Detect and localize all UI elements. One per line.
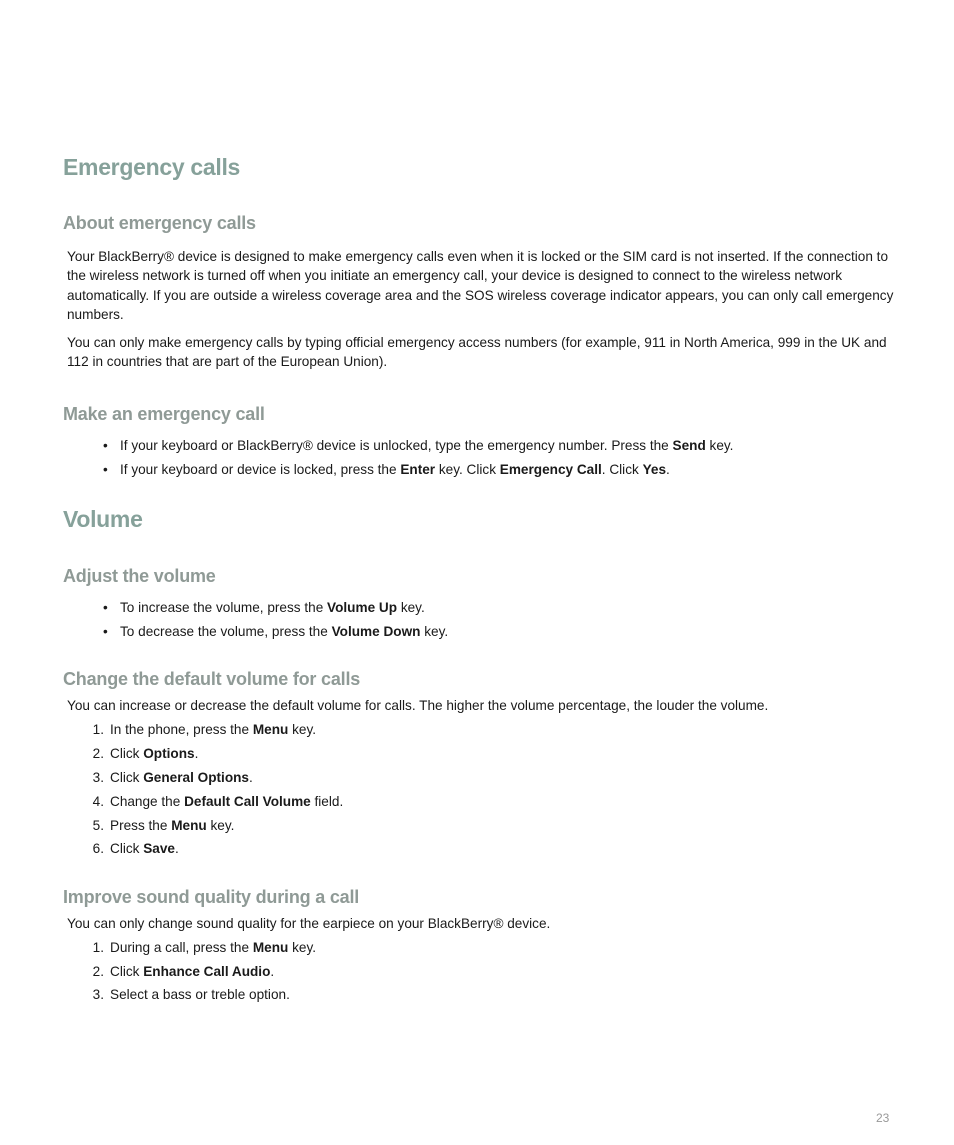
section-title-emergency-calls: Emergency calls — [63, 154, 241, 180]
step-number: 2. — [92, 746, 104, 761]
step-improve-1: During a call, press the Menu key. — [110, 940, 317, 955]
list-item-make-2: If your keyboard or device is locked, press the Enter key. Click Emergency Call. Click Yes. — [120, 462, 670, 477]
bullet-marker: • — [103, 438, 108, 453]
paragraph-improve-intro: You can only change sound quality for the earpiece on your BlackBerry® device. — [67, 916, 551, 931]
step-change-6: Click Save. — [110, 841, 179, 856]
step-number: 1. — [92, 722, 104, 737]
heading-make-emergency-call: Make an emergency call — [63, 404, 265, 424]
list-item-adjust-1: To increase the volume, press the Volume Up key. — [120, 600, 425, 615]
heading-about-emergency-calls: About emergency calls — [63, 213, 256, 233]
step-change-5: Press the Menu key. — [110, 818, 235, 833]
paragraph-about-2: You can only make emergency calls by typing official emergency access numbers (for example, 911 in North America, 999 in the UK and 112 in countries that are part of the European Union). — [67, 335, 887, 370]
page-number: 23 — [876, 1111, 890, 1125]
heading-adjust-volume: Adjust the volume — [63, 566, 216, 586]
list-item-adjust-2: To decrease the volume, press the Volume Down key. — [120, 624, 449, 639]
bullet-marker: • — [103, 462, 108, 477]
step-improve-2: Click Enhance Call Audio. — [110, 964, 275, 979]
heading-change-default-volume: Change the default volume for calls — [63, 669, 361, 689]
step-number: 4. — [92, 794, 104, 809]
step-number: 3. — [92, 987, 104, 1002]
paragraph-change-intro: You can increase or decrease the default volume for calls. The higher the volume percentage, the louder the volume. — [67, 698, 769, 713]
bullet-marker: • — [103, 624, 108, 639]
heading-improve-sound-quality: Improve sound quality during a call — [63, 887, 360, 907]
step-number: 6. — [92, 841, 104, 856]
step-change-1: In the phone, press the Menu key. — [110, 722, 317, 737]
step-number: 3. — [92, 770, 104, 785]
list-item-make-1: If your keyboard or BlackBerry® device is unlocked, type the emergency number. Press the Send key. — [120, 438, 734, 453]
section-title-volume: Volume — [63, 506, 143, 532]
step-change-4: Change the Default Call Volume field. — [110, 794, 344, 809]
step-number: 1. — [92, 940, 104, 955]
bullet-marker: • — [103, 600, 108, 615]
step-change-2: Click Options. — [110, 746, 199, 761]
step-improve-3: Select a bass or treble option. — [110, 987, 290, 1002]
step-change-3: Click General Options. — [110, 770, 253, 785]
step-number: 2. — [92, 964, 104, 979]
step-number: 5. — [92, 818, 104, 833]
paragraph-about-1: Your BlackBerry® device is designed to make emergency calls even when it is locked or the SIM card is not inserted. If the connection to the wireless network is turned off when you initiate an emergency call, your device is designed to connect to the wireless network automatically. If you are outside a wireless coverage area and the SOS wireless coverage indicator appears, you can only call emergency numbers. — [67, 249, 894, 322]
